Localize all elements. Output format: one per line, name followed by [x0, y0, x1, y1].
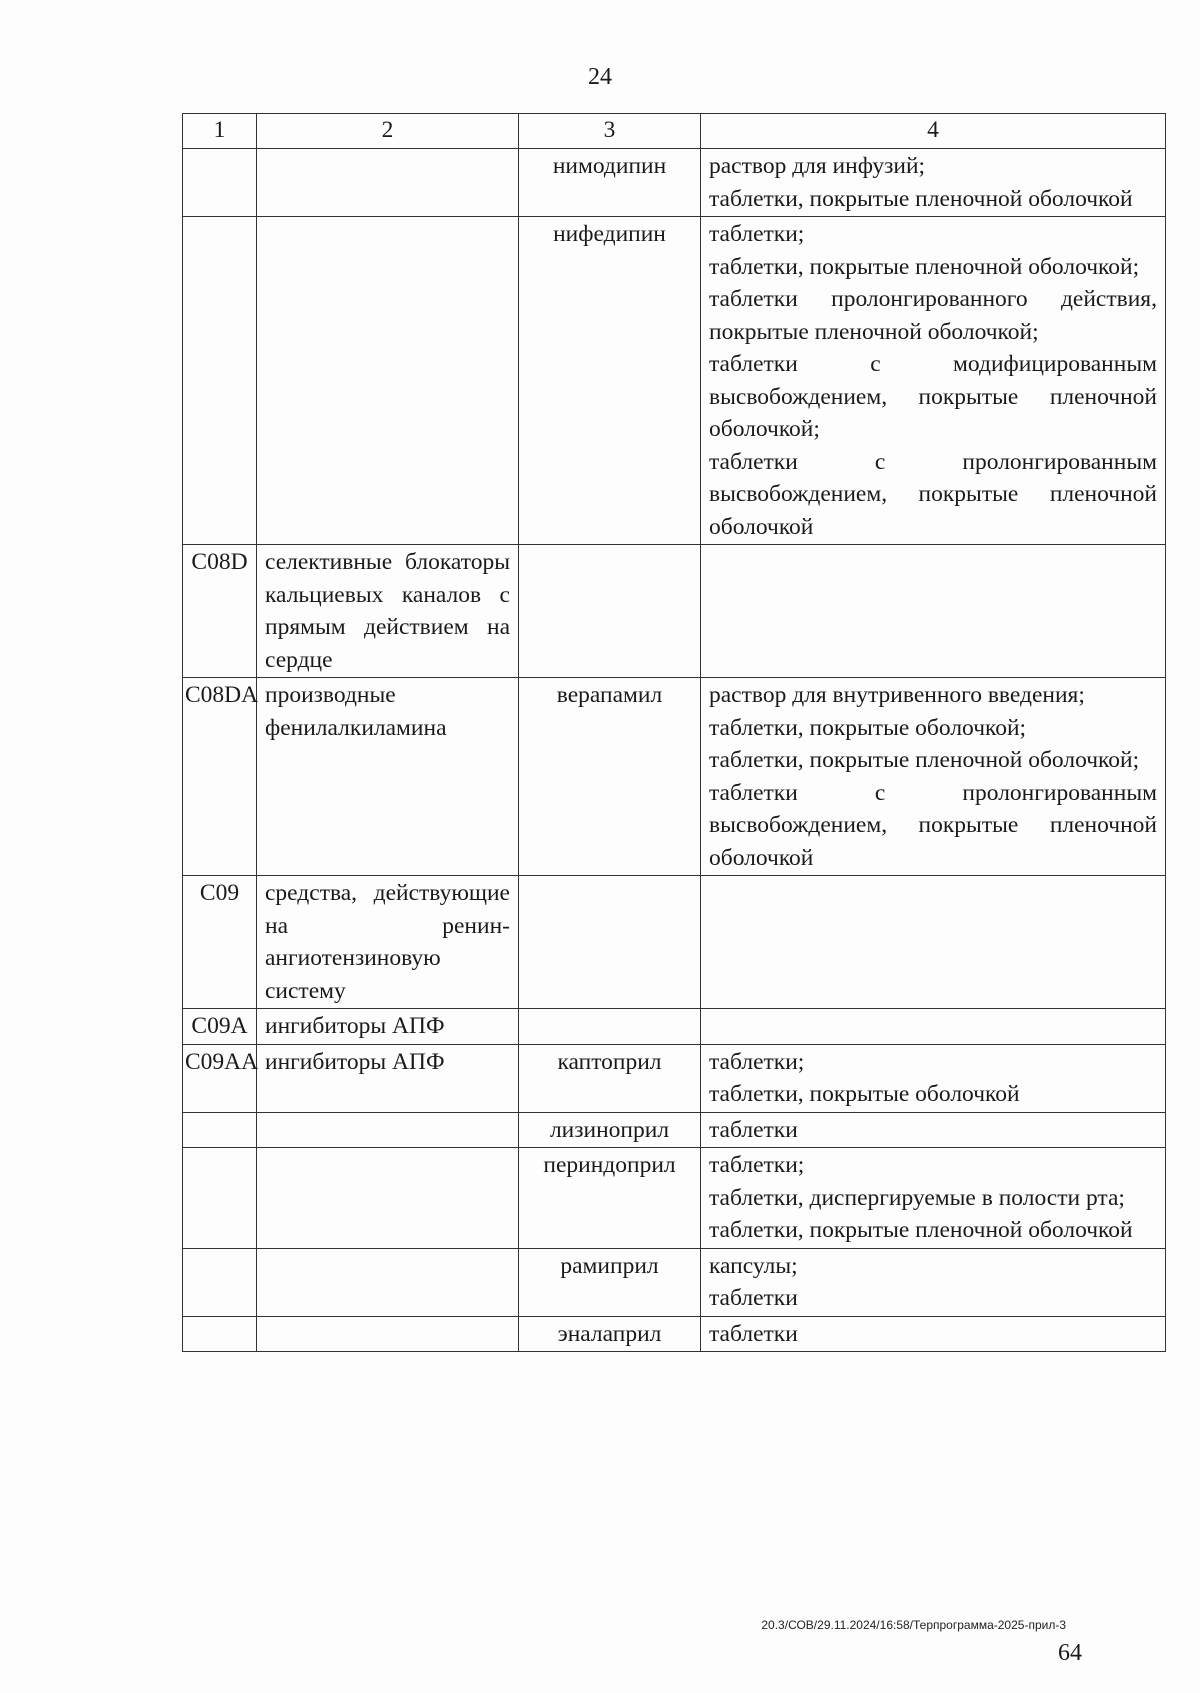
- column-header-1: 1: [183, 114, 257, 149]
- dosage-form-line: таблетки, покрытые пленочной оболочкой;: [709, 253, 1140, 280]
- group-name-cell: [257, 545, 519, 678]
- dosage-forms-cell: [701, 149, 1166, 217]
- dosage-form-line: таблетки: [709, 1116, 798, 1143]
- atc-code-cell: C09: [183, 876, 257, 1009]
- table-header-row: [183, 114, 1166, 149]
- dosage-form-line: таблетки, диспергируемые в полости рта;: [709, 1184, 1125, 1211]
- table-row: [183, 1112, 1166, 1148]
- table-row: [183, 217, 1166, 545]
- group-name-line: производные фенилалкиламина: [265, 682, 447, 741]
- table-row: [183, 545, 1166, 678]
- group-name-line: средства, действующие на ренин-ангиотензиновую систему: [265, 880, 510, 1004]
- atc-code-cell: C09A: [183, 1009, 257, 1045]
- group-name-cell: [257, 1248, 519, 1316]
- dosage-form-line: таблетки с пролонгированным высвобождением, покрытые пленочной оболочкой: [709, 448, 1157, 540]
- group-name-cell: [257, 1148, 519, 1249]
- group-name-cell: [257, 678, 519, 876]
- column-header-3: 3: [519, 114, 701, 149]
- sheet-number: 64: [1058, 1640, 1082, 1666]
- atc-code-cell: [183, 149, 257, 217]
- drug-table: [182, 113, 1166, 1352]
- atc-code-cell: [183, 1112, 257, 1148]
- group-name-cell: [257, 1112, 519, 1148]
- drug-name-cell: нимодипин: [519, 149, 701, 217]
- dosage-forms-cell: [701, 1316, 1166, 1352]
- drug-name-cell: [519, 545, 701, 678]
- dosage-form-line: таблетки, покрытые пленочной оболочкой;: [709, 747, 1140, 773]
- table-row: [183, 1044, 1166, 1112]
- dosage-form-line: раствор для внутривенного введения;: [709, 682, 1085, 708]
- table-row: [183, 1148, 1166, 1249]
- drug-name-cell: периндоприл: [519, 1148, 701, 1249]
- drug-name-cell: верапамил: [519, 678, 701, 876]
- column-header-4: 4: [701, 114, 1166, 149]
- table-row: [183, 876, 1166, 1009]
- dosage-form-line: таблетки: [709, 1285, 798, 1311]
- dosage-form-line: раствор для инфузий;: [709, 153, 926, 179]
- dosage-forms-cell: [701, 678, 1166, 876]
- group-name-cell: [257, 217, 519, 545]
- atc-code-cell: C08DA: [183, 678, 257, 876]
- dosage-form-line: таблетки с модифицированным высвобождением, покрытые пленочной оболочкой;: [709, 351, 1157, 442]
- dosage-forms-cell: [701, 217, 1166, 545]
- group-name-line: ингибиторы АПФ: [265, 1048, 445, 1075]
- dosage-forms-cell: [701, 1248, 1166, 1316]
- dosage-form-line: таблетки, покрытые пленочной оболочкой: [709, 1217, 1133, 1243]
- dosage-forms-cell: [701, 1009, 1166, 1045]
- atc-code-cell: [183, 217, 257, 545]
- group-name-cell: [257, 149, 519, 217]
- dosage-forms-cell: [701, 1044, 1166, 1112]
- atc-code-cell: [183, 1148, 257, 1249]
- drug-name-cell: [519, 876, 701, 1009]
- drug-name-cell: нифедипин: [519, 217, 701, 545]
- dosage-form-line: таблетки;: [709, 221, 805, 247]
- group-name-line: селективные блокаторы кальциевых каналов с прямым действием на сердце: [265, 549, 510, 673]
- atc-code-cell: [183, 1248, 257, 1316]
- document-reference: 20.3/СОВ/29.11.2024/16:58/Терпрограмма-2025-прил-3: [761, 1618, 1066, 1632]
- table-row: [183, 149, 1166, 217]
- table-row: [183, 1009, 1166, 1045]
- group-name-cell: [257, 1044, 519, 1112]
- dosage-form-line: таблетки;: [709, 1048, 805, 1075]
- table-row: [183, 1248, 1166, 1316]
- column-header-2: 2: [257, 114, 519, 149]
- dosage-form-line: таблетки, покрытые оболочкой: [709, 1081, 1020, 1107]
- drug-name-cell: эналаприл: [519, 1316, 701, 1352]
- drug-name-cell: каптоприл: [519, 1044, 701, 1112]
- dosage-form-line: капсулы;: [709, 1252, 798, 1279]
- dosage-forms-cell: [701, 876, 1166, 1009]
- table-body: [183, 149, 1166, 1352]
- table-row: [183, 678, 1166, 876]
- dosage-form-line: таблетки, покрытые пленочной оболочкой: [709, 185, 1133, 212]
- atc-code-cell: [183, 1316, 257, 1352]
- dosage-forms-cell: [701, 1148, 1166, 1249]
- dosage-form-line: таблетки, покрытые оболочкой;: [709, 714, 1027, 741]
- drug-name-cell: лизиноприл: [519, 1112, 701, 1148]
- dosage-form-line: таблетки;: [709, 1152, 805, 1178]
- dosage-form-line: таблетки пролонгированного действия, покрытые пленочной оболочкой;: [709, 286, 1157, 345]
- drug-name-cell: [519, 1009, 701, 1045]
- group-name-cell: [257, 1316, 519, 1352]
- group-name-cell: [257, 1009, 519, 1045]
- dosage-forms-cell: [701, 545, 1166, 678]
- dosage-forms-cell: [701, 1112, 1166, 1148]
- group-name-cell: [257, 876, 519, 1009]
- table-row: [183, 1316, 1166, 1352]
- page-number: 24: [588, 64, 612, 90]
- drug-name-cell: рамиприл: [519, 1248, 701, 1316]
- dosage-form-line: таблетки с пролонгированным высвобождением, покрытые пленочной оболочкой: [709, 779, 1157, 871]
- atc-code-cell: C08D: [183, 545, 257, 678]
- group-name-line: ингибиторы АПФ: [265, 1013, 445, 1039]
- dosage-form-line: таблетки: [709, 1320, 798, 1347]
- atc-code-cell: C09AA: [183, 1044, 257, 1112]
